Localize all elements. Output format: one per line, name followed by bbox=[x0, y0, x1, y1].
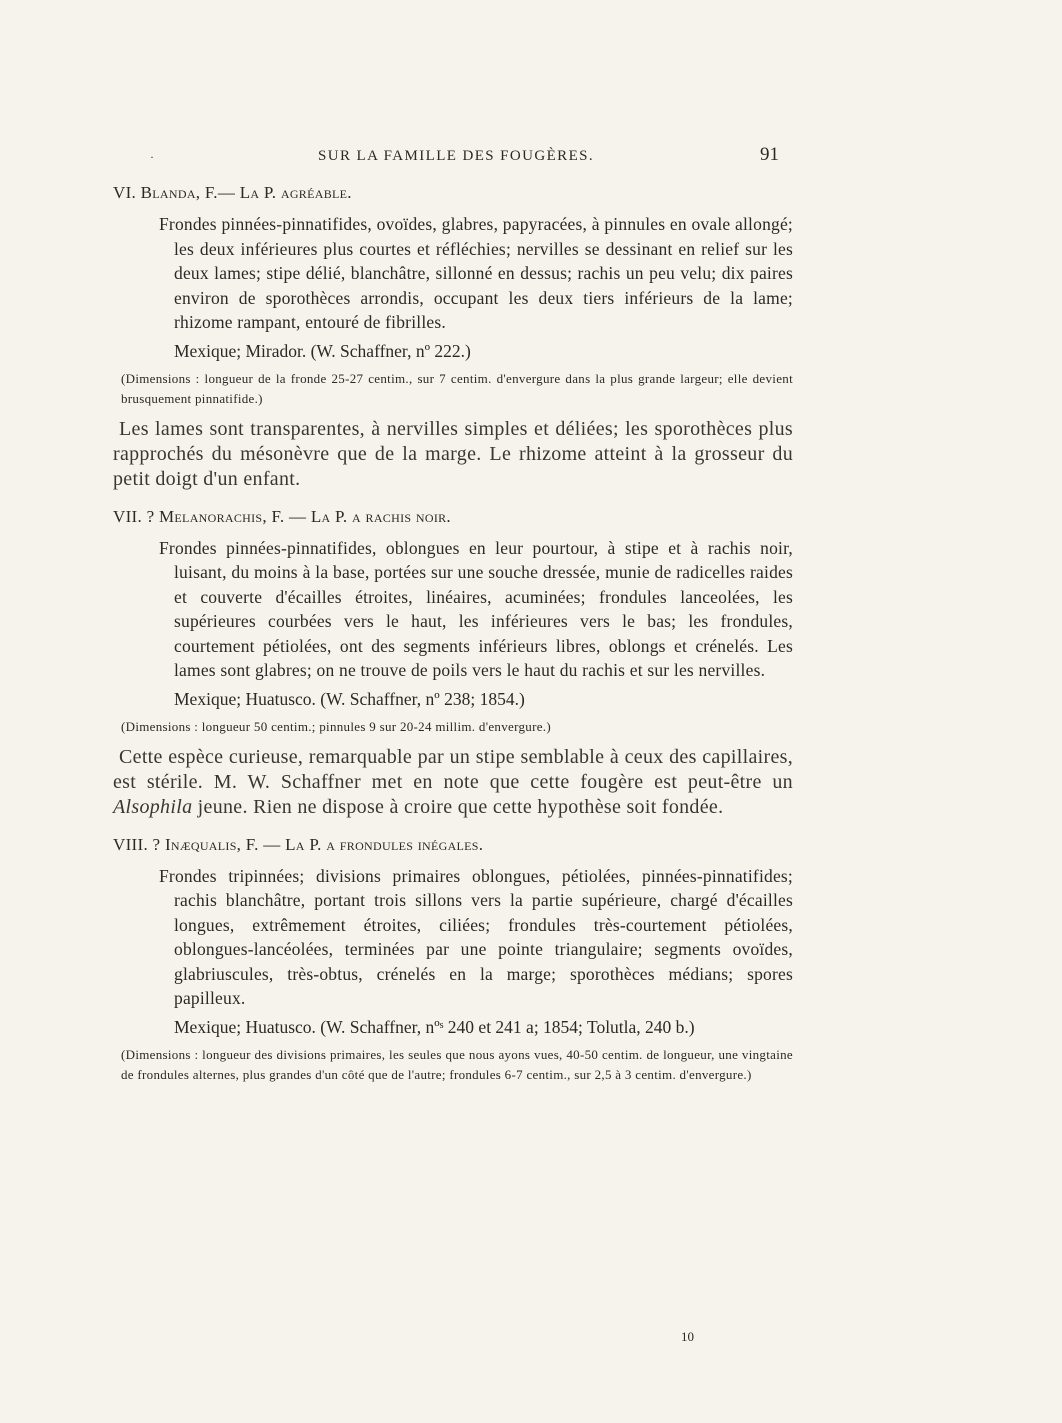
main-text bbox=[113, 180, 793, 1097]
header-mark: · bbox=[150, 150, 154, 164]
heading-number: VIII. ? bbox=[113, 834, 161, 854]
species-entry-vi bbox=[113, 180, 793, 492]
heading-common-name: , F. — La P. a rachis noir. bbox=[262, 506, 451, 526]
observation-text: met en note que cette fougère est peut-être un bbox=[360, 770, 793, 793]
observation-text: Cette espèce curieuse, remarquable par un stipe semblable à ceux des capillaires, est stérile. M. W. bbox=[113, 745, 793, 793]
genus-name: Alsophila bbox=[113, 795, 193, 818]
species-description: Frondes pinnées-pinnatifides, oblongues en leur pourtour, à stipe et à rachis noir, luisant, du moins à la base, portées sur une souche dressée, munie de radicelles raides et couverte d'écailles étroites, linéaires, acuminées; frondules lanceolées, les supérieures courbées vers le haut, les inférieures vers le bas; les frondules, courtement pétiolées, ont des segments inférieurs libres, oblongs et crénelés. Les lames sont glabres; on ne trouve de poils vers le haut du rachis et sur les nervilles. bbox=[159, 537, 793, 680]
heading-common-name: , F. — La P. a frondules inégales. bbox=[236, 834, 484, 854]
species-observation: Les lames sont transparentes, à nervilles simples et déliées; les sporothèces plus rapprochés du mésonèvre que de la marge. Le rhizome atteint à la grosseur du petit doigt d'un enfant. bbox=[113, 417, 793, 490]
species-dimensions: (Dimensions : longueur 50 centim.; pinnules 9 sur 20-24 millim. d'envergure.) bbox=[121, 718, 551, 734]
species-locality: Mexique; Mirador. (W. Schaffner, nº 222.) bbox=[174, 340, 471, 361]
heading-common-name: , F.— La P. agréable. bbox=[195, 183, 352, 202]
collector-name: Schaffner bbox=[280, 770, 361, 793]
species-observation bbox=[113, 745, 793, 820]
species-entry-vii bbox=[113, 504, 793, 820]
species-name: Melanorachis bbox=[159, 506, 263, 526]
observation-text: jeune. Rien ne dispose à croire que cette hypothèse soit fondée. bbox=[192, 795, 724, 818]
species-locality: Mexique; Huatusco. (W. Schaffner, nº 238; 1854.) bbox=[174, 688, 525, 709]
running-header bbox=[0, 144, 1062, 172]
heading-number: VII. ? bbox=[113, 506, 155, 526]
species-locality: Mexique; Huatusco. (W. Schaffner, nºˢ 240 et 241 a; 1854; Tolutla, 240 b.) bbox=[174, 1016, 695, 1037]
species-entry-viii bbox=[113, 832, 793, 1085]
species-name: Blanda bbox=[140, 183, 196, 202]
species-dimensions: (Dimensions : longueur des divisions primaires, les seules que nous ayons vues, 40-50 centim. de longueur, une vingtaine de frondules alternes, plus grandes d'un côté que de l'autre; frondules 6-7 centim., sur 2,5 à 3 centim. d'envergure.) bbox=[121, 1046, 793, 1082]
heading-number: VI. bbox=[113, 183, 137, 202]
species-heading bbox=[113, 180, 793, 206]
species-dimensions: (Dimensions : longueur de la fronde 25-27 centim., sur 7 centim. d'envergure dans la plus grande largeur; elle devient brusquement pinnatifide.) bbox=[121, 370, 793, 406]
species-description: Frondes pinnées-pinnatifides, ovoïdes, glabres, papyracées, à pinnules en ovale allongé; les deux inférieures plus courtes et réfléchies; nervilles se dessinant en relief sur les deux lames; stipe délié, blanchâtre, sillonné en dessus; rachis un peu velu; dix paires environ de sporothèces arrondis, occupant les deux tiers inférieurs de la lame; rhizome rampant, entouré de fibrilles. bbox=[159, 214, 793, 332]
species-name: Inæqualis bbox=[164, 834, 237, 854]
species-heading bbox=[113, 504, 793, 530]
species-heading bbox=[113, 832, 793, 858]
page-number: 91 bbox=[760, 144, 779, 165]
species-description: Frondes tripinnées; divisions primaires oblongues, pétiolées, pinnées-pinnatifides; rachis blanchâtre, portant trois sillons vers la partie supérieure, chargé d'écailles longues, extrêmement étroites, ciliées; frondules très-courtement pétiolées, oblongues-lancéolées, terminées par une pointe triangulaire; segments ovoïdes, glabriuscules, très-obtus, crénelés en la marge; sporothèces médians; spores papilleux. bbox=[159, 865, 793, 1008]
running-title: SUR LA FAMILLE DES FOUGÈRES. bbox=[318, 148, 595, 164]
signature-mark: 10 bbox=[681, 1329, 694, 1344]
